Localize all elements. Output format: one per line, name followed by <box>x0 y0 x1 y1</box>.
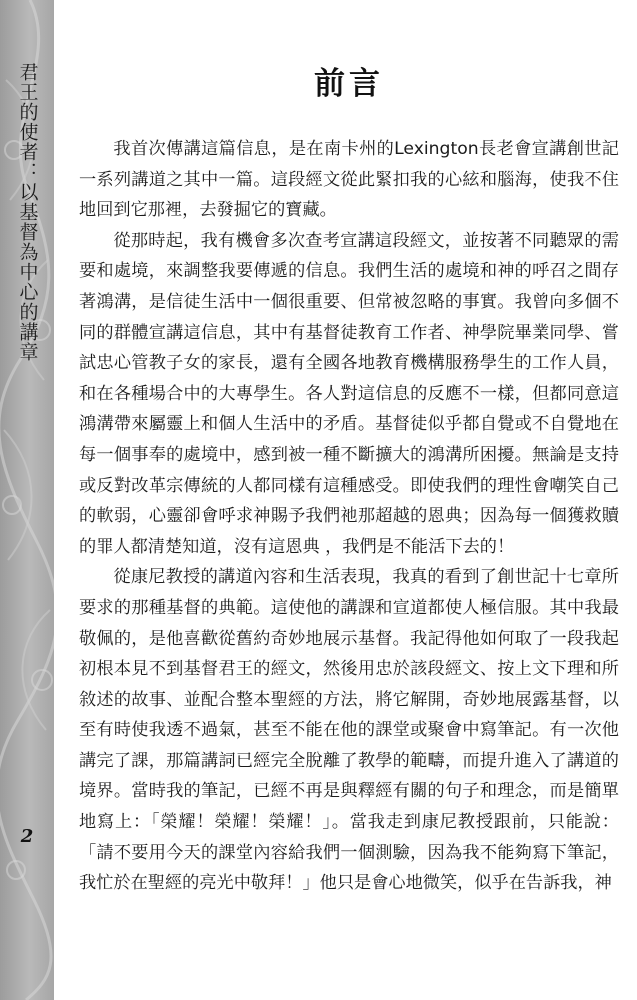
chapter-title: 前言 <box>314 66 384 102</box>
paragraph: 我首次傳講這篇信息，是在南卡州的Lexington長老會宣講創世記一系列講道之其中一篇。這段經文從此緊扣我的心絃和腦海，使我不住地回到它那裡，去發掘它的寶藏。 <box>79 139 619 221</box>
sidebar-band <box>0 0 54 1000</box>
book-title: 君王的使者：以基督為中心的講章 <box>16 62 39 362</box>
paragraph: 從那時起，我有機會多次查考宣講這段經文，並按著不同聽眾的需要和處境，來調整我要傳遞的信息。我們生活的處境和神的呼召之間存著鴻溝，是信徒生活中一個很重要、但常被忽略的事實。我曾向多個不同的群體宣講這信息，其中有基督徒教育工作者、神學院畢業同學、嘗試忠心管教子女的家長，還有全國各地教育機構服務學生的工作人員，和在各種場合中的大專學生。各人對這信息的反應不一樣，但都同意這鴻溝帶來屬靈上和個人生活中的矛盾。基督徒似乎都自覺或不自覺地在每一個事奉的處境中，感到被一種不斷擴大的鴻溝所困擾。無論是支持或反對改革宗傳統的人都同樣有這種感受。即使我們的理性會嘲笑自己的軟弱，心靈卻會呼求神賜予我們祂那超越的恩典；因為每一個獲救贖的罪人都清楚知道，沒有這恩典 ，我們是不能活下去的！ <box>79 230 619 557</box>
paragraph: 從康尼教授的講道內容和生活表現，我真的看到了創世記十七章所要求的那種基督的典範。這使他的講課和宣道都使人極信服。其中我最敬佩的，是他喜歡從舊約奇妙地展示基督。我記得他如何取了一段我起初根本見不到基督君王的經文，然後用忠於該段經文、按上文下理和所敘述的故事、並配合整本聖經的方法，將它解開，奇妙地展露基督，以至有時使我透不過氣，甚至不能在他的課堂或聚會中寫筆記。有一次他講完了課，那篇講詞已經完全脫離了教學的範疇，而提升進入了講道的境界。當時我的筆記，已經不再是與釋經有關的句子和理念，而是簡單地寫上：「榮耀！榮耀！榮耀！」。當我走到康尼教授跟前，只能說：「請不要用今天的課堂內容給我們一個測驗，因為我不能夠寫下筆記，我忙於在聖經的亮光中敬拜！」他只是會心地微笑，似乎在告訴我，神 <box>79 567 619 894</box>
page-content <box>79 64 619 899</box>
page-number: 2 <box>20 826 34 847</box>
